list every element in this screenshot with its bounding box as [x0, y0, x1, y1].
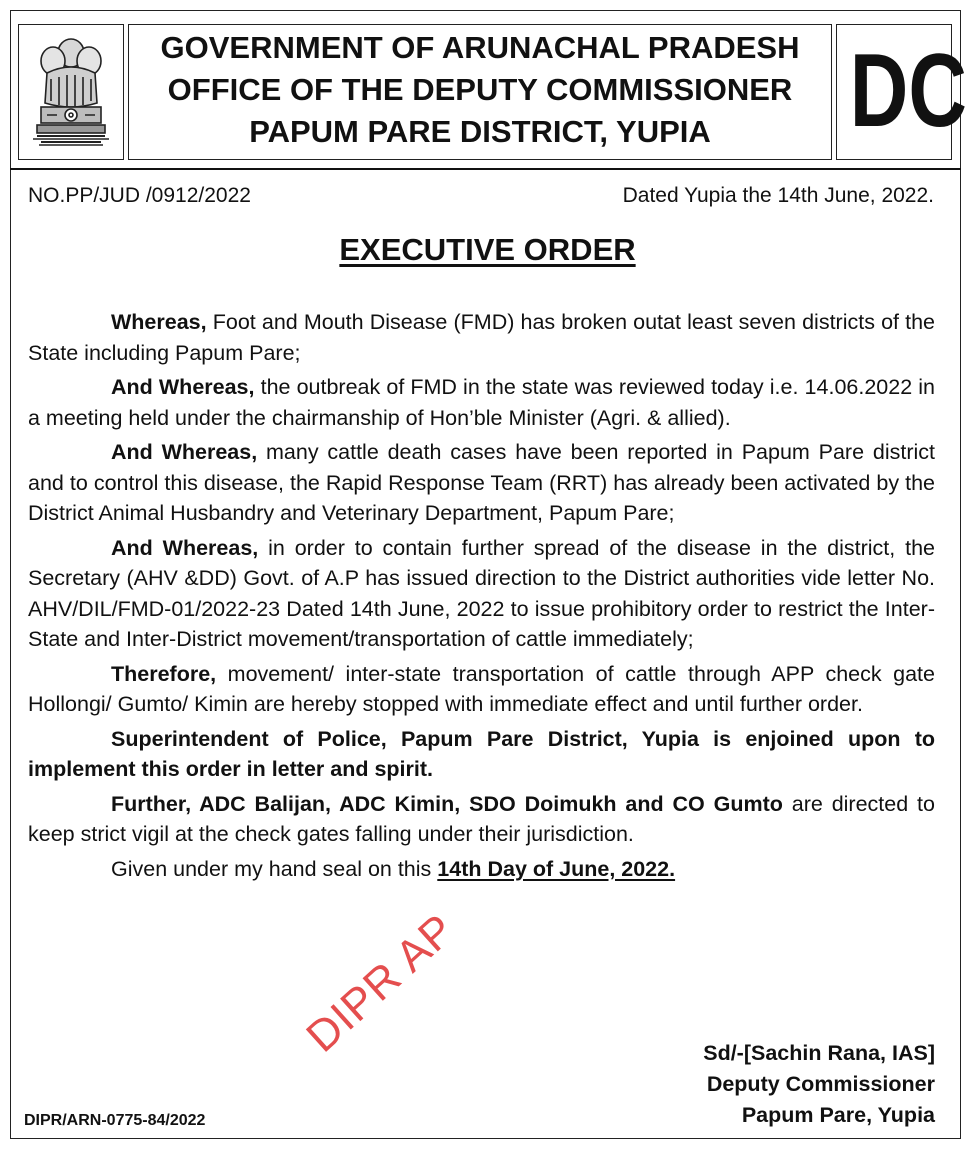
- paragraph-lead: And Whereas,: [111, 375, 255, 399]
- reference-number: NO.PP/JUD /0912/2022: [28, 184, 251, 207]
- paragraph-text: the outbreak of FMD in the state was reviewed today i.e. 14.06.2022 in a meeting held under the chairmanship of Hon’ble Minister (Agri. & allied).: [28, 375, 935, 430]
- header-line-district: PAPUM PARE DISTRICT, YUPIA: [249, 114, 711, 149]
- signature-location: Papum Pare, Yupia: [741, 1103, 935, 1127]
- paragraph-lead: Superintendent of Police, Papum Pare District, Yupia is enjoined upon to implement this order in letter and spirit.: [28, 726, 935, 781]
- paragraph-lead: Therefore,: [111, 661, 217, 686]
- dc-badge-text: DC: [849, 33, 967, 149]
- given-under-seal: [28, 854, 935, 885]
- state-emblem-icon: [27, 31, 115, 153]
- reference-row: [28, 182, 934, 210]
- header-line-office: OFFICE OF THE DEPUTY COMMISSIONER: [167, 72, 793, 107]
- document-title: [0, 230, 975, 270]
- emblem-cell: [18, 24, 124, 160]
- signature-designation: Deputy Commissioner: [706, 1072, 935, 1096]
- letterhead-title: [128, 24, 832, 160]
- paragraph-text: many cattle death cases have been reported in Papum Pare district and to control this disease, the Rapid Response Team (RRT) has already been activated by the District Animal Husbandry and Veterinary Department, Papum Pare;: [28, 440, 935, 525]
- header-line-government: GOVERNMENT OF ARUNACHAL PRADESH: [160, 30, 800, 65]
- paragraph-text: in order to contain further spread of the disease in the district, the Secretary (AHV &DD) Govt. of A.P has issued direction to the District authorities vide letter No. AHV/DIL/FMD-01/2022-23 Dated 14th June, 2022 to issue prohibitory order to restrict the Inter-State and Inter-District movement/transportation of cattle immediately;: [28, 535, 935, 651]
- paragraph-lead: And Whereas,: [111, 440, 258, 464]
- paragraph-text: Foot and Mouth Disease (FMD) has broken outat least seven districts of the State including Papum Pare;: [28, 310, 935, 365]
- arn-number: DIPR/ARN-0775-84/2022: [24, 1112, 206, 1129]
- paragraph-whereas-2: [28, 372, 935, 433]
- paragraph-lead: Further, ADC Balijan, ADC Kimin, SDO Doimukh and CO Gumto: [111, 791, 783, 816]
- reference-date: Dated Yupia the 14th June, 2022.: [622, 184, 934, 207]
- paragraph-text: movement/ inter-state transportation of cattle through APP check gate Hollongi/ Gumto/ Kimin are hereby stopped with immediate effect and until further order.: [28, 661, 935, 716]
- paragraph-text: are directed to keep strict vigil at the check gates falling under their jurisdiction.: [28, 791, 935, 846]
- signature-name: Sd/-[Sachin Rana, IAS]: [703, 1041, 935, 1065]
- dc-badge: [836, 24, 967, 160]
- paragraph-police: [28, 724, 935, 785]
- paragraph-whereas-4: [28, 533, 935, 655]
- dipr-stamp: DIPR AP: [297, 904, 465, 1062]
- document-title-text: EXECUTIVE ORDER: [339, 232, 636, 267]
- order-body: [28, 307, 935, 888]
- paragraph-further: [28, 789, 935, 850]
- paragraph-whereas-3: [28, 437, 935, 529]
- paragraph-therefore: [28, 659, 935, 720]
- paragraph-lead: Whereas,: [111, 310, 207, 334]
- paragraph-lead: And Whereas,: [111, 535, 259, 560]
- signature-block: [703, 1038, 935, 1131]
- given-text: Given under my hand seal on this: [111, 856, 438, 881]
- paragraph-whereas-1: [28, 307, 935, 368]
- given-date: 14th Day of June, 2022.: [437, 856, 676, 881]
